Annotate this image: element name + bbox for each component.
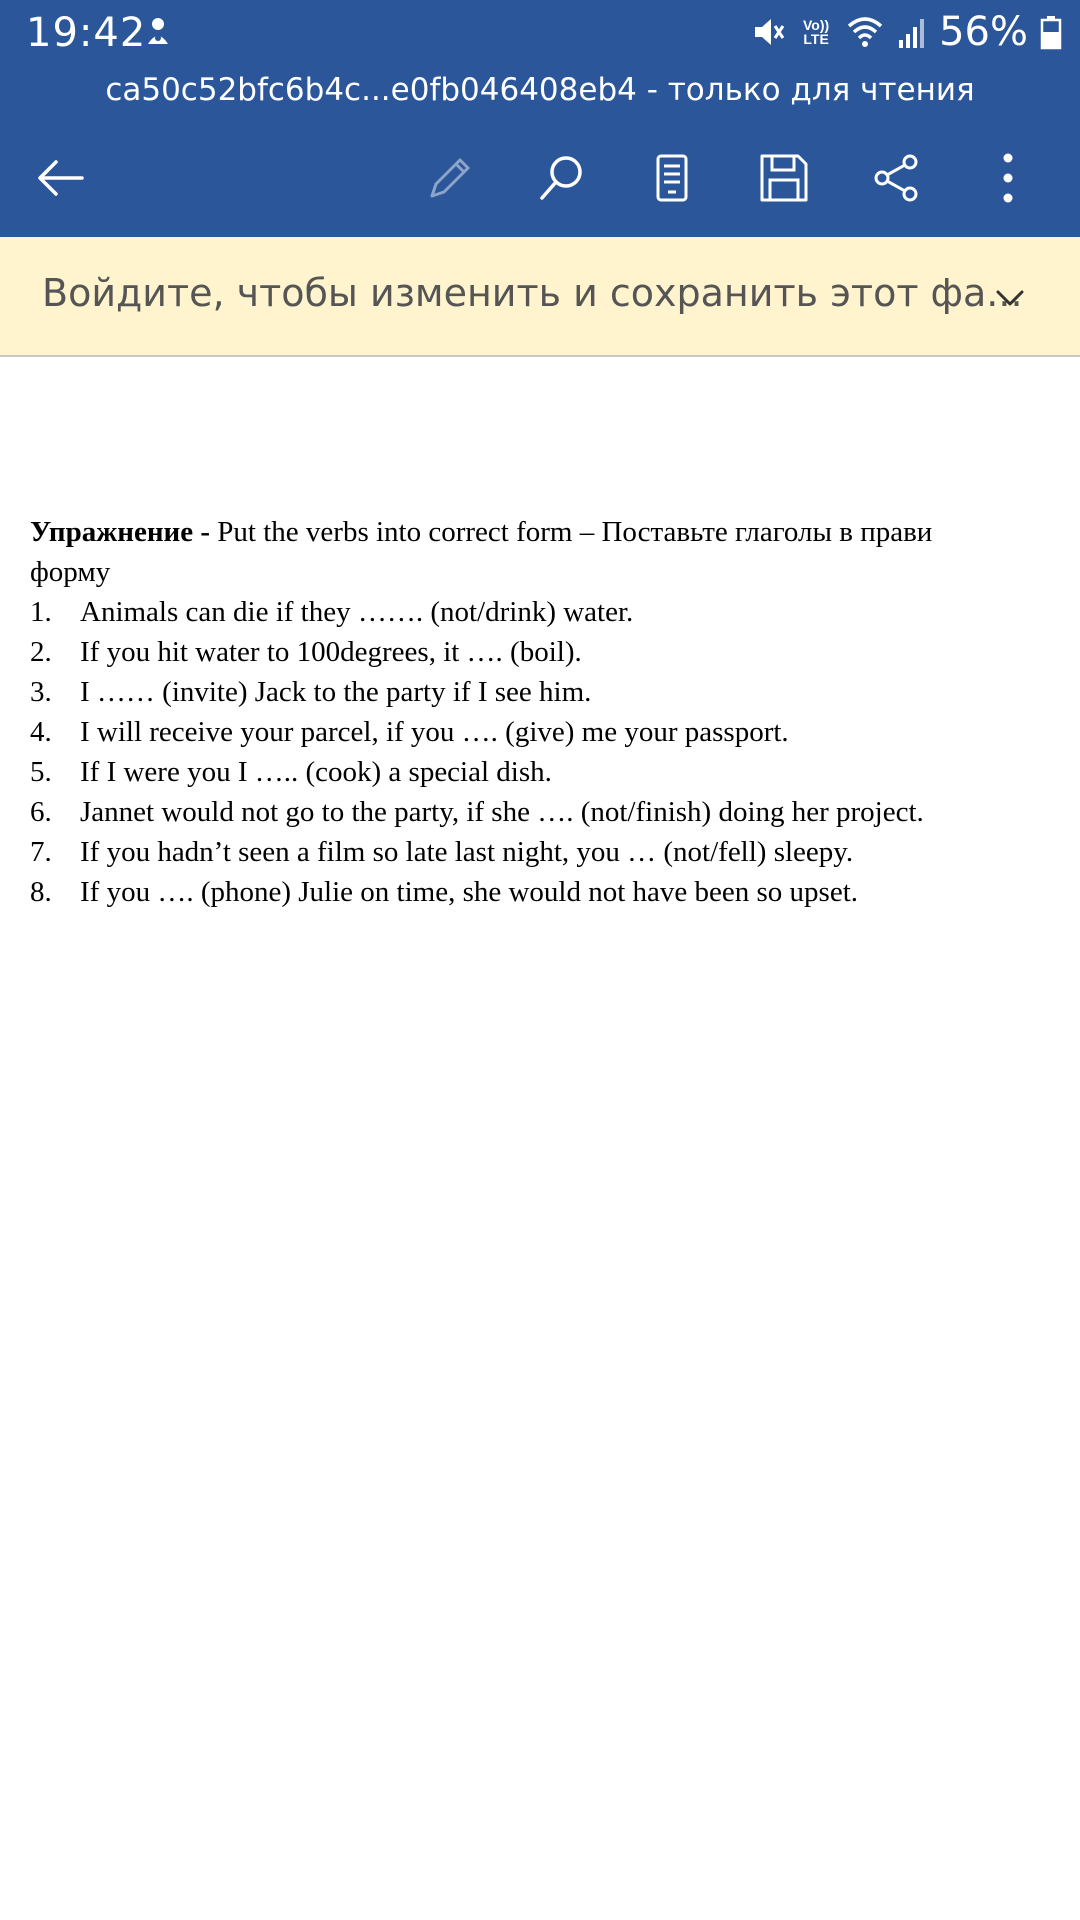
share-icon	[868, 150, 924, 211]
back-arrow-icon	[32, 150, 88, 211]
edit-button[interactable]	[418, 148, 482, 212]
exercise-heading-continuation: форму	[30, 556, 111, 588]
save-button[interactable]	[752, 148, 816, 212]
list-item	[30, 832, 1080, 872]
item-text: If I were you I ….. (cook) a special dish.	[80, 756, 552, 788]
item-number: 7.	[30, 836, 52, 868]
item-number: 5.	[30, 756, 52, 788]
banner-text: Войдите, чтобы изменить и сохранить этот фа...	[42, 271, 1023, 315]
battery-percent: 56%	[939, 9, 1028, 55]
sign-in-banner[interactable]	[0, 237, 1080, 357]
status-time: 19:42	[26, 10, 147, 56]
exercise-heading	[30, 512, 1080, 552]
item-number: 4.	[30, 716, 52, 748]
item-text: If you hit water to 100degrees, it …. (boil).	[80, 636, 582, 668]
wifi-icon	[845, 14, 885, 50]
edit-pencil-icon	[422, 150, 478, 211]
list-item	[30, 792, 1080, 832]
app-header	[0, 0, 1080, 237]
item-text: If you …. (phone) Julie on time, she would not have been so upset.	[80, 876, 859, 908]
list-item	[30, 752, 1080, 792]
battery-icon	[1040, 14, 1062, 50]
list-item	[30, 872, 1080, 912]
list-item	[30, 632, 1080, 672]
item-text: Jannet would not go to the party, if she …. (not/finish) doing her project.	[80, 796, 924, 828]
status-bar	[0, 0, 1080, 62]
item-text: I will receive your parcel, if you …. (give) me your passport.	[80, 716, 789, 748]
item-text: I …… (invite) Jack to the party if I see him.	[80, 676, 592, 708]
network-label: Vo)) LTE	[803, 17, 830, 47]
item-number: 3.	[30, 676, 52, 708]
search-button[interactable]	[530, 148, 594, 212]
document-body	[30, 512, 1080, 912]
back-button[interactable]	[28, 148, 92, 212]
reading-view-button[interactable]	[640, 148, 704, 212]
share-button[interactable]	[864, 148, 928, 212]
list-item	[30, 592, 1080, 632]
item-number: 6.	[30, 796, 52, 828]
item-text: If you hadn’t seen a film so late last night, you … (not/fell) sleepy.	[80, 836, 854, 868]
item-number: 1.	[30, 596, 52, 628]
document-title: ca50c52bfc6b4c...e0fb046408eb4 - только для чтения	[105, 72, 975, 108]
search-icon	[534, 150, 590, 211]
more-vertical-icon	[980, 150, 1036, 211]
exercise-heading-bold: Упражнение -	[30, 516, 218, 548]
notification-icon	[140, 14, 176, 50]
more-options-button[interactable]	[976, 148, 1040, 212]
mute-icon	[751, 14, 787, 50]
item-number: 2.	[30, 636, 52, 668]
exercise-heading-text: Put the verbs into correct form – Поставьте глаголы в прави	[217, 516, 933, 548]
status-icons	[751, 10, 1062, 54]
signal-icon	[897, 14, 927, 50]
save-icon	[756, 150, 812, 211]
lte-indicator	[799, 18, 833, 46]
item-number: 8.	[30, 876, 52, 908]
toolbar	[0, 140, 1080, 212]
item-text: Animals can die if they ……. (not/drink) water.	[80, 596, 634, 628]
list-item	[30, 712, 1080, 752]
list-item	[30, 672, 1080, 712]
reading-view-icon	[644, 150, 700, 211]
chevron-down-icon[interactable]	[988, 276, 1032, 320]
